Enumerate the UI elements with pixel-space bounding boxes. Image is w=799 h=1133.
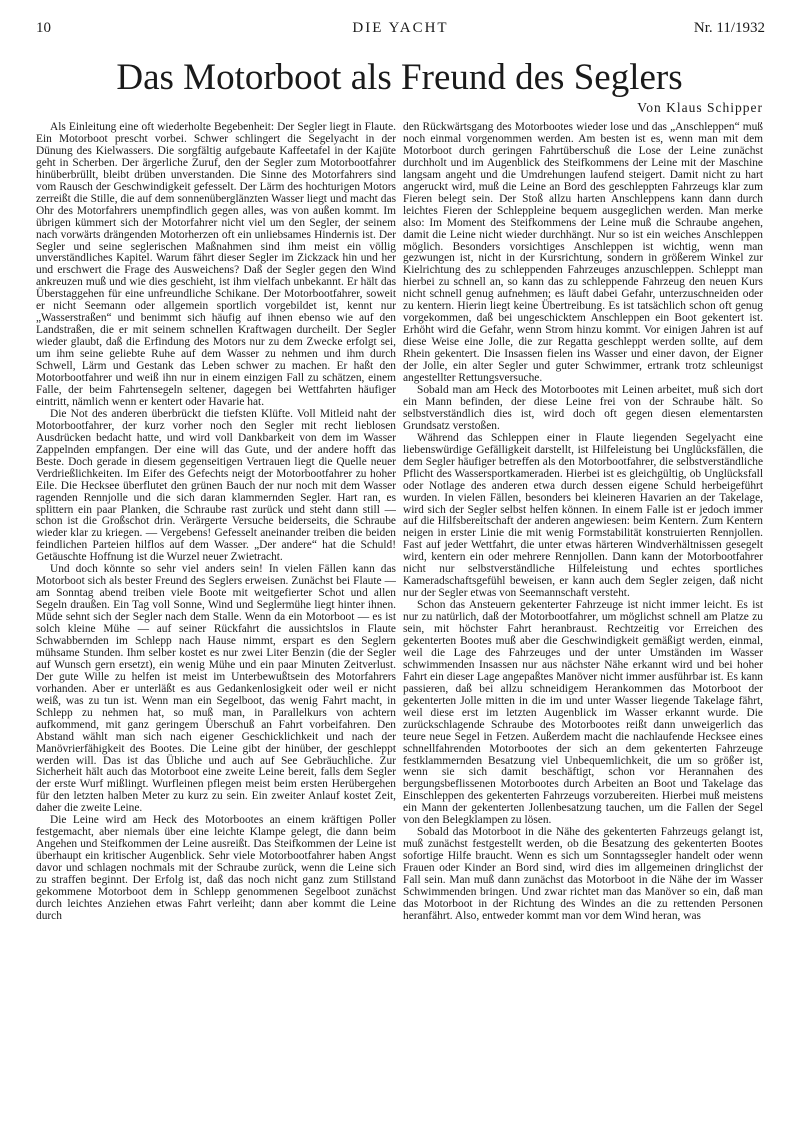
page-number: 10 — [36, 20, 51, 36]
text-column-right — [403, 122, 763, 1110]
article-byline: Von Klaus Schipper — [637, 100, 763, 115]
paragraph: Sobald das Motorboot in die Nähe des gekenterten Fahrzeugs gelangt ist, muß zunächst festgestellt werden, ob die Besatzung des gekenterten Bootes sofortige Hilfe braucht. Wenn es sich um Sonntagssegler handelt oder wenn Frauen oder Kinder an Bord sind, wird dies im allgemeinen dringlichst der Fall sein. Man muß dann zunächst das Motorboot in die Nähe der im Wasser Schwimmenden bringen. Und zwar richtet man das Manöver so ein, daß man das Motorboot in der Richtung des Windes an die zu rettenden Personen heranfährt. Also, entweder kommt man vor dem Wind heran, was — [403, 826, 763, 922]
paragraph: Die Not des anderen überbrückt die tiefsten Klüfte. Voll Mitleid naht der Motorbootfahrer, der kurz vorher noch den Segler mit recht lieblosen Ausdrücken bedacht hatte, und wird voll Dankbarkeit von dem im Wasser Zappelnden empfangen. Der eine will das Gute, und der andere hofft das Beste. Doch gerade in diesem gegenseitigen Vertrauen liegt die Quelle neuer Verdrießlichkeiten. Im Eifer des Gefechts neigt der Motorbootfahrer zu hoher Eile. Die Hecksee überflutet den grünen Bauch der nur noch mit dem Wasser ragenden Rennjolle und die sich daran klammernden Segler. Hart ran, es splittern ein paar Planken, die Schraube rast zurück und steht dann still — schon ist die Großschot drin. Verärgerte Versuche beiderseits, die Schraube wieder klar zu kriegen. — Vergebens! Gefesselt aneinander treiben die beiden feindlichen Parteien hilflos auf dem Wasser. „Der andere“ hat die Schuld! Getäuschte Hoffnung ist die Wurzel neuer Zwietracht. — [36, 407, 396, 564]
paragraph: Und doch könnte so sehr viel anders sein! In vielen Fällen kann das Motorboot sich als bester Freund des Seglers erweisen. Zunächst bei Flaute — am Sonntag abend treiben viele Boote mit weitgefierter Schot und allen Segeln draußen. Ein Tag voll Sonne, Wind und Seglermühe liegt hinter ihnen. Müde sehnt sich der Segler nach dem Stalle. Wenn da ein Motorboot — es ist solch kleine Mühe — auf seiner Rückfahrt die aussichtslos in Flaute Schwabbernden im Schlepp nach Hause nimmt, erspart es den Seglern mühsame Stunden. Ihm selber kostet es nur zwei Liter Benzin (die der Segler auf Wunsch gern ersetzt), ein wenig Mühe und ein paar Minuten Zeitverlust. Der gute Wille zu helfen ist meist im Unterbewußtsein des Motorfahrers vorhanden. Aber er unterläßt es aus Gedankenlosigkeit oder weil er nicht weiß, was zu tun ist. Wenn man ein Segelboot, das wenig Fahrt macht, in Schlepp zu nehmen hat, so muß man, in Parallelkurs von achtern aufkommend, mit ganz geringem Überschuß an Fahrt vorbeifahren. Den Abstand wählt man sich nach eigener Geschicklichkeit und nach der Manövrierfähigkeit des Bootes. Die Leine gibt der hinüber, der geschleppt werden will. Das ist das Übliche und auch auf See Gebräuchliche. Zur Sicherheit hält auch das Motorboot eine zweite Leine bereit, falls dem Segler der erste Wurf mißlingt. Wurfleinen pflegen meist beim ersten Herübergehen für den letzten halben Meter zu kurz zu sein. Ein zweiter Anlauf kostet Zeit, daher die zweite Leine. — [36, 563, 396, 815]
issue-number: Nr. 11/1932 — [693, 20, 765, 36]
paragraph: Als Einleitung eine oft wiederholte Begebenheit: Der Segler liegt in Flaute. Ein Motorboot prescht vorbei. Schwer schlingert die Segelyacht in der Dünung des Kielwassers. Die sorgfältig aufgebaute Kaffeetafel in der Kajüte geht in Scherben. Der ärgerliche Zuruf, den der Segler zum Motorbootfahrer hinüberbrüllt, bleibt drüben unverstanden. Die Sinne des Motorfahrers sind vom Rausch der Geschwindigkeit gefesselt. Der Lärm des hochturigen Motors zerreißt die Stille, die auf dem sonnenüberglänzten Wasser liegt und macht das Ohr des Motorfahrers unempfindlich gegen alles, was von außen kommt. Im übrigen kümmert sich der Motorfahrer nicht viel um den Segler, der seinem nach vorwärts drängenden Motorherzen oft ein unliebsames Hindernis ist. Der Segler und seine seglerischen Maßnahmen sind ihm meist ein völlig unverständliches Kapitel. Warum fährt dieser Segler im Zickzack hin und her und erschwert die Frage des Ausweichens? Daß der Segler gegen den Wind ankreuzen muß und wie dies geschieht, ist ihm vielfach unbekannt. Er hält das Überstaggehen für eine unfreundliche Schikane. Der Motorbootfahrer, soweit er nicht Seemann oder allgemein sportlich vorgebildet ist, kennt nur „Wasserstraßen“ und benimmt sich häufig auf ihnen ebenso wie auf den Landstraßen, die er mit seinem schnellen Kraftwagen durcheilt. Der Segler wieder glaubt, daß die Erfindung des Motors nur zu dem Zwecke erfolgt sei, um ihm seine geliebte Ruhe auf dem Wasser zu nehmen und ihm durch Schwell, Lärm und Gestank das Leben schwer zu machen. Er haßt den Motorbootfahrer und weiß ihn nur in einem einzigen Fall zu schätzen, einem Falle, der beim Fahrtensegeln seltener, dagegen bei Wettfahrten häufiger eintritt, nämlich wenn er kentert oder Havarie hat. — [36, 122, 396, 408]
paragraph: Die Leine wird am Heck des Motorbootes an einem kräftigen Poller festgemacht, aber niemals über eine leichte Klampe gelegt, die dann beim Angehen und Steifkommen der Leine ausreißt. Das Steifkommen der Leine ist überhaupt ein kritischer Augenblick. Sehr viele Motorbootfahrer haben Angst davor und schlagen nochmals mit der Schraube zurück, wenn die Leine sich zu straffen beginnt. Der Erfolg ist, daß das noch nicht ganz zum Stillstand gekommene Motorboot dem in Schlepp genommenen Segelboot zunächst durch leichtes Anziehen etwas Fahrt verleiht; dann aber kommt die Leine durch — [36, 814, 396, 922]
text-column-left — [36, 122, 396, 1110]
magazine-name: DIE YACHT — [352, 20, 449, 36]
paragraph: Während das Schleppen einer in Flaute liegenden Segelyacht eine liebenswürdige Gefälligkeit darstellt, ist Hilfeleistung bei Unglücksfällen, die dem Segler häufiger betreffen als den Motorbootfahrer, die selbstverständliche Pflicht des Wassersportkameraden. Hierbei ist es gleichgültig, ob Unglücksfall oder Notlage des anderen etwa durch dessen eigene Schuld herbeigeführt wurden. In vielen Fällen, besonders bei kleineren Havarien an der Takelage, wird sich der Segler selbst helfen können. In einem Falle ist er jedoch immer auf die Hilfsbereitschaft der anderen angewiesen: beim Kentern. Zum Kentern neigen in erster Linie die mit wenig Formstabilität konstruierten Rennjollen. Fast auf jeder Wettfahrt, die unter etwas härteren Windverhältnissen gesegelt wird, kentern ein oder mehrere Rennjollen. Dann kann der Motorbootfahrer nicht nur selbstverständliche Hilfeleistung und echtes sportliches Kameradschaftsgefühl beweisen, er kann auch dem Segler zeigen, daß nicht nur der Segler etwas von Seemannschaft versteht. — [403, 431, 763, 600]
article-title: Das Motorboot als Freund des Seglers — [116, 57, 683, 98]
running-header — [36, 20, 765, 40]
paragraph: den Rückwärtsgang des Motorbootes wieder lose und das „Anschleppen“ muß noch einmal vorgenommen werden. Am besten ist es, wenn man mit dem Motorboot durch geringen Fahrtüberschuß die Lose der Leine zunächst durchholt und im Augenblick des Steifkommens der Leine mit der Maschine langsam angeht und die Umdrehungen laufend steigert. Damit nicht zu hart angeruckt wird, muß die Leine an Bord des geschleppten Fahrzeugs klar zum Fieren belegt sein. Der Stoß allzu harten Anschleppens kann dann durch leichtes Fieren der Schleppleine bequem ausgeglichen werden. Man merke also: Im Moment des Steifkommens der Leine muß die Schraube angehen, damit die Leine nicht wieder durchhängt. Nur so ist ein weiches Anschleppen möglich. Besonders vorsichtiges Anschleppen ist wichtig, wenn man gezwungen ist, nicht in der Kursrichtung, sondern in größerem Winkel zur Kielrichtung des zu schleppenden Fahrzeuges anzuschleppen. Schleppt man hierbei zu schnell an, so kann das zu schleppende Fahrzeug den neuen Kurs nicht schnell genug aufnehmen; es läuft dabei Gefahr, unterzuschneiden oder zu kentern. Hierin liegt keine Übertreibung. Es ist tatsächlich schon oft genug vorgekommen, daß bei ungeschicktem Anschleppen ein Boot gekentert ist. Erhöht wird die Gefahr, wenn Strom hinzu kommt. Vor einigen Jahren ist auf diese Weise eine Jolle, die zur Regatta geschleppt werden sollte, auf dem Rhein gekentert. Die Insassen fielen ins Wasser und einer davon, der Eigner der Jolle, ein alter Segler und guter Schwimmer, ertrank trotz schleunigst angestellter Rettungsversuche. — [403, 122, 763, 385]
paragraph: Sobald man am Heck des Motorbootes mit Leinen arbeitet, muß sich dort ein Mann befinden, der diese Leine frei von der Schraube hält. So selbstverständlich dies ist, wird doch oft gegen diesen elementarsten Grundsatz verstoßen. — [403, 383, 763, 432]
paragraph: Schon das Ansteuern gekenterter Fahrzeuge ist nicht immer leicht. Es ist nur zu natürlich, daß der Motorbootfahrer, um möglichst schnell am Platze zu sein, mit höchster Fahrt heranbraust. Rechtzeitig vor Erreichen des gekenterten Bootes muß aber die Geschwindigkeit gemäßigt werden, einmal, weil die Lage des Fahrzeuges und der unter Umständen im Wasser schwimmenden Insassen nur aus nächster Nähe erkannt wird und bei hoher Fahrt ein dieser Lage angepaßtes Manöver nicht immer ausführbar ist. Es kann passieren, daß bei allzu schneidigem Herankommen das Motorboot der gekenterten Jolle mitten in die im und unter Wasser liegende Takelage fährt, weil diese erst im letzten Augenblick im Wasser erkannt wurde. Die zurückschlagende Schraube des Motorbootes reißt dann unweigerlich das teure neue Segel in Fetzen. Außerdem macht die nachlaufende Hecksee eines schnellfahrenden Motorbootes der sich an dem gekenterten Fahrzeuge festklammernden Besatzung viel Unbequemlichkeit, die um so größer ist, wenn sie sich damit beschäftigt, schon vor Herannahen des bergungsbeflissenen Motorbootes durch Arbeiten an Boot und Takelage das Einschleppen des gekenterten Fahrzeugs vorzubereiten. Hierbei muß meistens ein Mann der gekenterten Jollenbesatzung tauchen, um die Fallen der Segel von den Belegklampen zu lösen. — [403, 599, 763, 827]
